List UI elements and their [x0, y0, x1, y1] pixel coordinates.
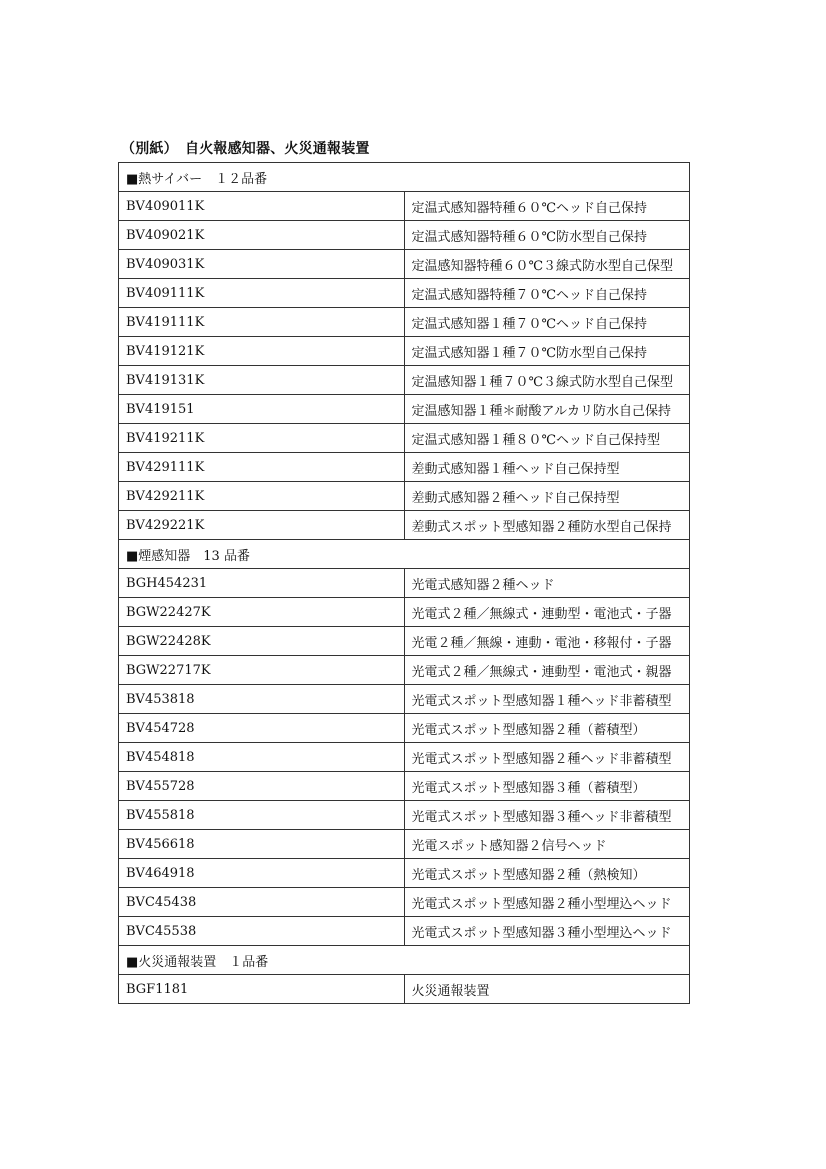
product-description-cell: 定温感知器１種＊耐酸アルカリ防水自己保持	[404, 395, 690, 424]
product-description-cell: 定温式感知器特種６０℃防水型自己保持	[404, 221, 690, 250]
page-title: （別紙） 自火報感知器、火災通報装置	[121, 141, 370, 157]
product-description-cell: 光電式スポット型感知器２種（熱検知）	[404, 859, 690, 888]
table-row	[119, 482, 690, 511]
product-code-cell: BV419211K	[119, 424, 405, 453]
product-code-cell: BV419111K	[119, 308, 405, 337]
table-row	[119, 337, 690, 366]
product-code-cell: BV429211K	[119, 482, 405, 511]
table-row	[119, 279, 690, 308]
section-header-row	[119, 946, 690, 975]
table-row	[119, 859, 690, 888]
section-header: ■火災通報装置 １品番	[119, 946, 690, 975]
product-description-cell: 差動式感知器１種ヘッド自己保持型	[404, 453, 690, 482]
product-code-cell: BV419151	[119, 395, 405, 424]
product-description-cell: 光電式スポット型感知器３種（蓄積型）	[404, 772, 690, 801]
product-description-cell: 光電スポット感知器２信号ヘッド	[404, 830, 690, 859]
table-row	[119, 250, 690, 279]
product-description-cell: 定温式感知器１種８０℃ヘッド自己保持型	[404, 424, 690, 453]
product-code-cell: BGW22717K	[119, 656, 405, 685]
table-row	[119, 830, 690, 859]
table-row	[119, 221, 690, 250]
table-row	[119, 743, 690, 772]
product-code-cell: BV453818	[119, 685, 405, 714]
table-row	[119, 569, 690, 598]
product-description-cell: 光電式感知器２種ヘッド	[404, 569, 690, 598]
product-code-cell: BGH454231	[119, 569, 405, 598]
table-row	[119, 192, 690, 221]
table-row	[119, 308, 690, 337]
section-header-row	[119, 163, 690, 192]
product-description-cell: 光電式スポット型感知器３種小型埋込ヘッド	[404, 917, 690, 946]
product-description-cell: 定温式感知器特種６０℃ヘッド自己保持	[404, 192, 690, 221]
table-row	[119, 975, 690, 1004]
product-code-cell: BV454728	[119, 714, 405, 743]
product-table-body	[119, 163, 690, 1004]
table-row	[119, 685, 690, 714]
product-description-cell: 光電式スポット型感知器２種小型埋込ヘッド	[404, 888, 690, 917]
table-row	[119, 598, 690, 627]
product-code-cell: BV419121K	[119, 337, 405, 366]
product-description-cell: 差動式感知器２種ヘッド自己保持型	[404, 482, 690, 511]
product-description-cell: 定温感知器特種６０℃３線式防水型自己保型	[404, 250, 690, 279]
product-code-cell: BGW22427K	[119, 598, 405, 627]
product-code-cell: BVC45538	[119, 917, 405, 946]
product-code-cell: BVC45438	[119, 888, 405, 917]
product-description-cell: 定温感知器１種７０℃３線式防水型自己保型	[404, 366, 690, 395]
table-row	[119, 772, 690, 801]
table-row	[119, 511, 690, 540]
section-header: ■煙感知器 13 品番	[119, 540, 690, 569]
product-description-cell: 光電式スポット型感知器３種ヘッド非蓄積型	[404, 801, 690, 830]
table-row	[119, 714, 690, 743]
product-description-cell: 光電式スポット型感知器２種（蓄積型）	[404, 714, 690, 743]
product-description-cell: 光電式２種／無線式・連動型・電池式・親器	[404, 656, 690, 685]
product-description-cell: 光電２種／無線・連動・電池・移報付・子器	[404, 627, 690, 656]
section-header-row	[119, 540, 690, 569]
table-row	[119, 888, 690, 917]
table-row	[119, 917, 690, 946]
product-code-cell: BV429111K	[119, 453, 405, 482]
product-description-cell: 差動式スポット型感知器２種防水型自己保持	[404, 511, 690, 540]
product-code-cell: BV454818	[119, 743, 405, 772]
product-code-cell: BGF1181	[119, 975, 405, 1004]
table-row	[119, 424, 690, 453]
product-code-cell: BV409031K	[119, 250, 405, 279]
product-code-cell: BV455728	[119, 772, 405, 801]
product-description-cell: 光電式スポット型感知器１種ヘッド非蓄積型	[404, 685, 690, 714]
table-row	[119, 395, 690, 424]
product-code-cell: BV456618	[119, 830, 405, 859]
product-code-cell: BV409011K	[119, 192, 405, 221]
product-description-cell: 定温式感知器１種７０℃ヘッド自己保持	[404, 308, 690, 337]
product-description-cell: 定温式感知器特種７０℃ヘッド自己保持	[404, 279, 690, 308]
product-description-cell: 火災通報装置	[404, 975, 690, 1004]
table-row	[119, 801, 690, 830]
table-row	[119, 453, 690, 482]
table-row	[119, 627, 690, 656]
product-code-cell: BV409111K	[119, 279, 405, 308]
product-description-cell: 定温式感知器１種７０℃防水型自己保持	[404, 337, 690, 366]
section-header: ■熱サイバー １２品番	[119, 163, 690, 192]
product-description-cell: 光電式２種／無線式・連動型・電池式・子器	[404, 598, 690, 627]
product-code-cell: BV409021K	[119, 221, 405, 250]
product-code-cell: BV419131K	[119, 366, 405, 395]
product-code-cell: BV429221K	[119, 511, 405, 540]
product-code-cell: BV464918	[119, 859, 405, 888]
product-code-cell: BGW22428K	[119, 627, 405, 656]
table-row	[119, 366, 690, 395]
product-table	[118, 162, 690, 1004]
product-description-cell: 光電式スポット型感知器２種ヘッド非蓄積型	[404, 743, 690, 772]
product-code-cell: BV455818	[119, 801, 405, 830]
table-row	[119, 656, 690, 685]
